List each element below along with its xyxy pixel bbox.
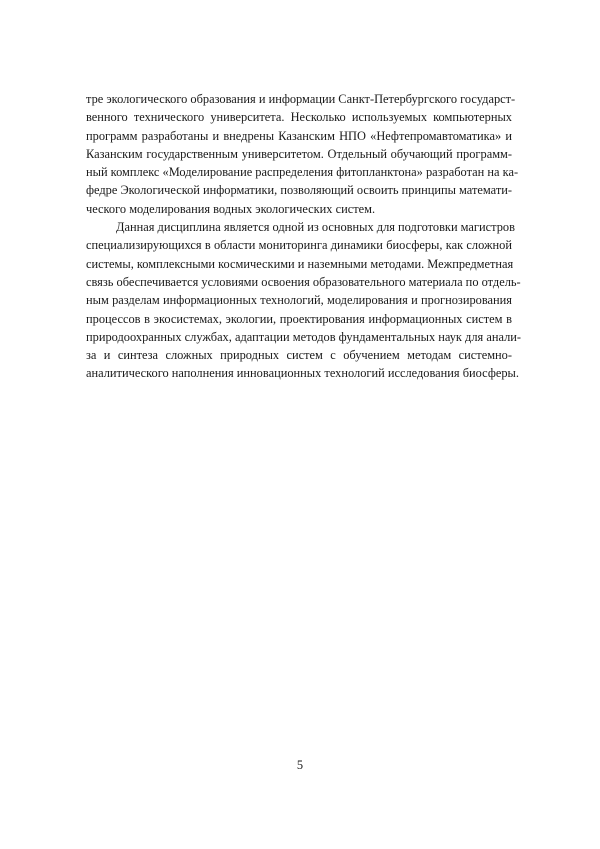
text-line: системы, комплексными космическими и наземными методами. Межпредметная	[86, 256, 514, 271]
paragraph-2	[86, 218, 522, 383]
text-line: ным разделам информационных технологий, моделирования и прогнозирования	[86, 293, 512, 308]
text-line: Данная дисциплина является одной из основных для подготовки магистров	[116, 220, 515, 235]
text-line: Казанским государственным университетом. Отдельный обучающий программ-	[86, 146, 512, 161]
text-line: федре Экологической информатики, позволяющий освоить принципы математи-	[86, 183, 513, 198]
text-line: тре экологического образования и информации Санкт-Петербургского государст-	[86, 92, 516, 106]
page-number: 5	[296, 758, 304, 772]
text-line: программ разработаны и внедрены Казанским НПО «Нефтепромавтоматика» и	[86, 128, 512, 143]
text-line: процессов в экосистемах, экологии, проектирования информационных систем в	[86, 311, 512, 326]
text-line: специализирующихся в области мониторинга динамики биосферы, как сложной	[86, 238, 512, 253]
text-line: связь обеспечивается условиями освоения образовательного материала по отдель-	[86, 274, 521, 289]
text-line: аналитического наполнения инновационных технологий исследования биосферы.	[86, 366, 519, 381]
text-line: природоохранных службах, адаптации методов фундаментальных наук для анали-	[86, 329, 522, 344]
paragraph-1	[86, 90, 519, 218]
text-line: венного технического университета. Несколько используемых компьютерных	[86, 110, 512, 125]
body-text	[86, 90, 522, 383]
text-line: ческого моделирования водных экологических систем.	[86, 201, 376, 216]
text-line: за и синтеза сложных природных систем с обучением методам системно-	[86, 348, 512, 363]
text-line: ный комплекс «Моделирование распределения фитопланктона» разработан на ка-	[86, 165, 519, 180]
